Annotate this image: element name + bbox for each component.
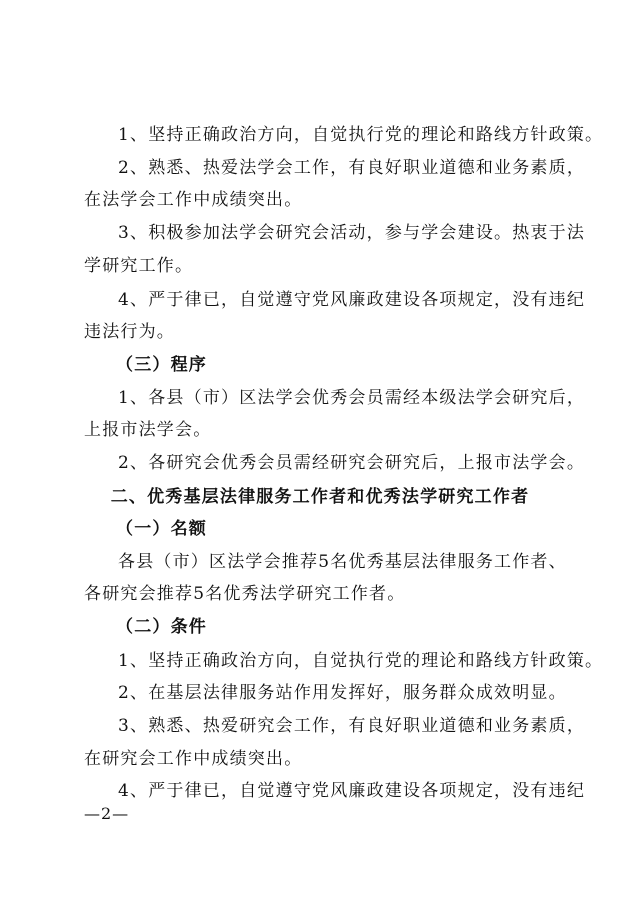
paragraph-line: 2、在基层法律服务站作用发挥好，服务群众成效明显。 <box>118 683 567 703</box>
paragraph-line: 3、积极参加法学会研究会活动，参与学会建设。热衷于法 <box>118 223 586 243</box>
paragraph-line: 4、严于律已，自觉遵守党风廉政建设各项规定，没有违纪 <box>118 290 586 310</box>
section-heading-procedure: （三）程序 <box>116 355 207 375</box>
paragraph-line: 1、坚持正确政治方向，自觉执行党的理论和路线方针政策。 <box>118 125 604 145</box>
paragraph-line: 在研究会工作中成绩突出。 <box>84 749 303 769</box>
paragraph-line: 2、熟悉、热爱法学会工作，有良好职业道德和业务素质， <box>118 158 586 178</box>
paragraph-line: 2、各研究会优秀会员需经研究会研究后，上报市法学会。 <box>118 453 586 473</box>
paragraph-line: 在法学会工作中成绩突出。 <box>84 190 303 210</box>
paragraph-line: 上报市法学会。 <box>84 420 212 440</box>
paragraph-line: 各研究会推荐5名优秀法学研究工作者。 <box>84 584 406 604</box>
main-section-heading: 二、优秀基层法律服务工作者和优秀法学研究工作者 <box>110 487 530 507</box>
paragraph-line: 学研究工作。 <box>84 256 194 276</box>
section-heading-quota: （一）名额 <box>116 519 207 539</box>
page-number: —2— <box>84 804 130 823</box>
paragraph-line: 4、严于律已，自觉遵守党风廉政建设各项规定，没有违纪 <box>118 781 586 801</box>
section-heading-conditions: （二）条件 <box>116 617 207 637</box>
paragraph-line: 1、坚持正确政治方向，自觉执行党的理论和路线方针政策。 <box>118 651 604 671</box>
paragraph-line: 违法行为。 <box>84 322 175 342</box>
paragraph-line: 各县（市）区法学会推荐5名优秀基层法律服务工作者、 <box>118 552 567 572</box>
paragraph-line: 3、熟悉、热爱研究会工作，有良好职业道德和业务素质， <box>118 716 586 736</box>
paragraph-line: 1、各县（市）区法学会优秀会员需经本级法学会研究后， <box>118 388 586 408</box>
